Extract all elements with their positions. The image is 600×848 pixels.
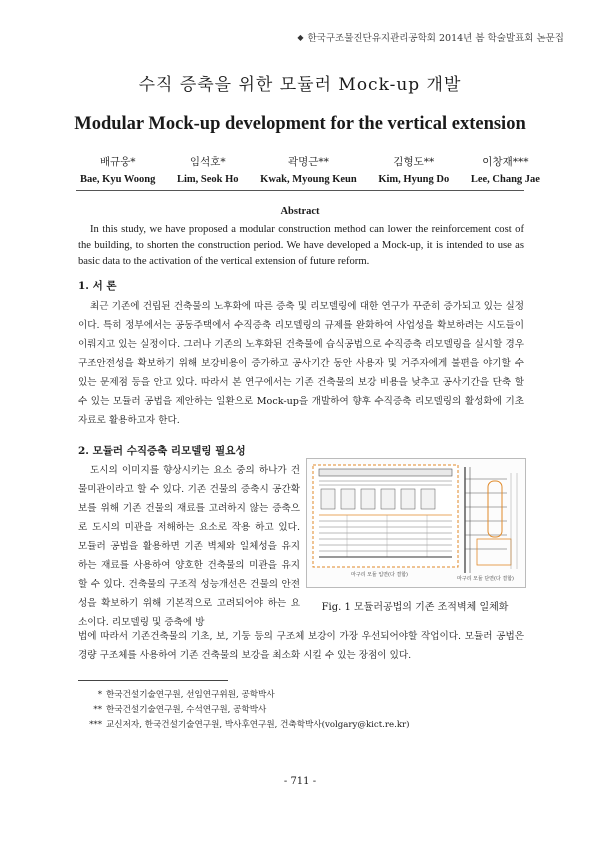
- author: [177, 154, 239, 185]
- section-2-full-width-text: 법에 따라서 기존건축물의 기초, 보, 기둥 등의 구조체 보강이 가장 우선되어야할 작업이다. 모듈러 공법은 경량 구조체를 사용하여 기존 건축물의 보강을 최소화 시킬 수 있는 장점이 있다.: [78, 631, 524, 661]
- footnote: [80, 688, 410, 703]
- footnote-mark: **: [93, 705, 102, 715]
- footnote-mark: *: [97, 690, 102, 700]
- drawing-label-section: 마구리 모듈 단면(다 결합): [457, 576, 514, 582]
- footnote-text: 한국건설기술연구원, 수석연구원, 공학박사: [106, 705, 267, 715]
- section-1-body: 최근 기존에 건립된 건축물의 노후화에 따른 증축 및 리모델링에 대한 연구가 꾸준히 증가되고 있는 실정이다. 특히 정부에서는 공동주택에서 수직증축 리모델링의 규제를 완화하여 사업성을 확보하려는 시도들이 이뤄지고 있는 실정이다. 그러나 기존의 노후화된 건축물에 습식공법으로 수직증축 리모델링을 실시할 경우 구조안전성을 확보하기 위해 보강비용이 증가하고 공사기간 동안 사용자 및 거주자에게 불편을 야기할 수 있는 문제점 등을 안고 있다. 따라서 본 연구에서는 기존 건축물의 보강 비용을 낮추고 공사기간을 단축 할 수 있는 모듈러 공법을 제안하는 일환으로 Mock-up을 개발하여 향후 수직증축 리모델링의 활성화에 기초 자료로 활용하고자 한다.: [78, 301, 524, 426]
- header-note: [297, 30, 564, 44]
- footnote-mark: ***: [89, 720, 102, 730]
- abstract-body: In this study, we have proposed a modular construction method can lower the reinforcement cost of the building, to shorten the construction period. We have developed a Mock-up, it is intended to use as basic data to the activation of the vertical extension of future reform.: [78, 224, 524, 267]
- figure-1-caption: Fig. 1 모듈러공법의 기존 조적벽체 일체화: [321, 602, 509, 613]
- section-2-heading: 2. 모듈러 수직증축 리모델링 필요성: [78, 445, 246, 457]
- author-name-ko: 곽명근**: [287, 156, 329, 168]
- conference-name: 한국구조물진단유지관리공학회 2014년 봄 학술발표회 논문집: [307, 33, 564, 44]
- author-name-en: Lim, Seok Ho: [176, 174, 239, 185]
- author: [471, 154, 540, 185]
- title-english: Modular Mock-up development for the vertical extension: [74, 114, 526, 134]
- author: [80, 154, 155, 185]
- footnote-text: 한국건설기술연구원, 선임연구위원, 공학박사: [106, 690, 275, 700]
- author-list: [80, 154, 540, 185]
- title-korean: 수직 증축을 위한 모듈러 Mock-up 개발: [138, 75, 462, 95]
- author: [378, 154, 449, 185]
- footnote-text: 교신저자, 한국건설기술연구원, 박사후연구원, 건축학박사(volgary@kict.re.kr): [106, 720, 410, 730]
- footnote: [80, 718, 410, 733]
- author-name-ko: 김형도**: [393, 156, 435, 168]
- page-number: - 711 -: [283, 776, 317, 787]
- author-name-en: Kwak, Myoung Keun: [260, 174, 357, 185]
- section-2-column-text: 도시의 이미지를 향상시키는 요소 중의 하나가 건물미관이라고 할 수 있다. 기존 건물의 증축시 공간확보를 위해 기존 건물의 재료를 고려하지 않는 증축으로 도시의 미관을 저해하는 요소로 작용 하고 있다. 모듈러 공법을 활용하면 기존 벽체와 일체성을 유지하는 재료를 사용하여 양호한 건축물의 미관을 유지할 수 있다. 건축물의 구조적 성능개선은 건물의 안전성을 확보하기 위해 기본적으로 고려되어야 하는 요소이다. 리모델링 및 증축에 방: [78, 465, 300, 628]
- figure-1-drawing: [306, 458, 526, 588]
- author-name-en: Bae, Kyu Woong: [80, 174, 156, 185]
- author-name-ko: 임석호*: [189, 156, 226, 168]
- diamond-icon: ◆: [297, 32, 304, 42]
- architectural-drawing: [307, 459, 525, 587]
- footnotes: [80, 688, 410, 733]
- section-1-heading: 1. 서 론: [78, 280, 117, 292]
- footnote-divider: [78, 680, 228, 681]
- author-name-en: Lee, Chang Jae: [470, 174, 540, 185]
- abstract-heading: Abstract: [280, 206, 320, 217]
- drawing-label-elevation: 마구리 모듈 입면(다 결합): [351, 572, 408, 578]
- author-name-en: Kim, Hyung Do: [378, 174, 450, 185]
- author-name-ko: 배규웅*: [99, 156, 136, 168]
- title-divider: [76, 190, 524, 191]
- footnote: [80, 703, 410, 718]
- author: [260, 154, 357, 185]
- author-name-ko: 이창재***: [482, 156, 529, 168]
